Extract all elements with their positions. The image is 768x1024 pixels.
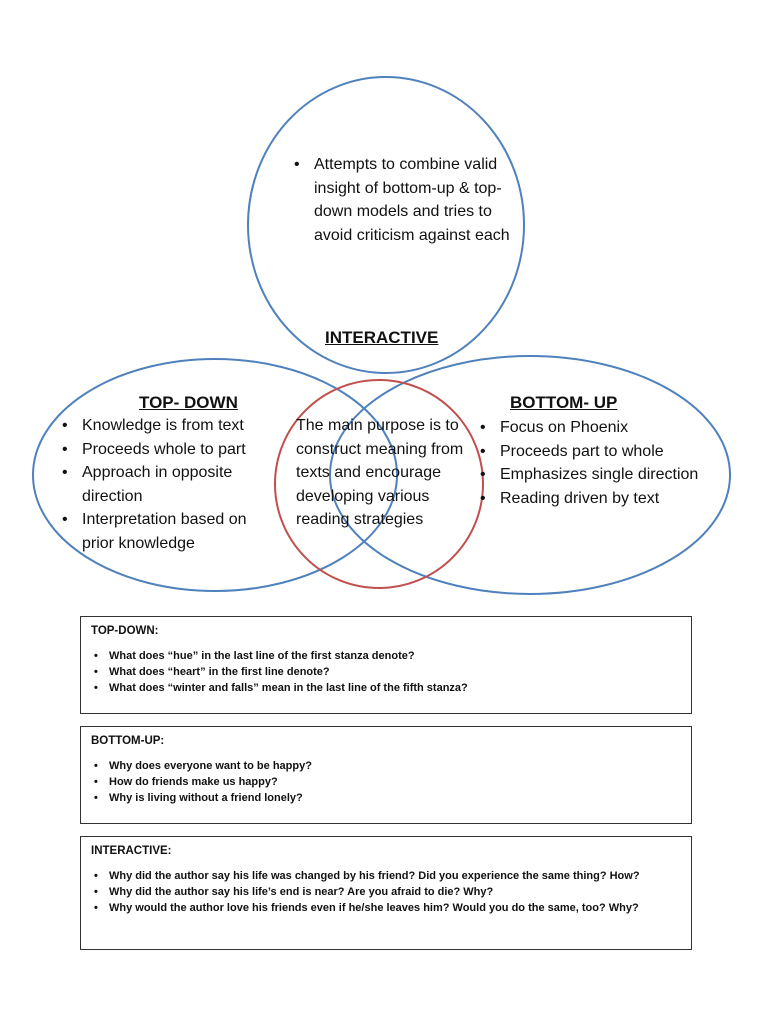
question-item: • How do friends make us happy? xyxy=(81,774,691,790)
bottom-up-bullets xyxy=(478,416,728,510)
interactive-questions-box xyxy=(80,836,692,950)
question-item: • Why is living without a friend lonely? xyxy=(81,790,691,806)
bottom-up-heading: BOTTOM- UP xyxy=(510,393,618,412)
top-down-bullets xyxy=(60,414,274,555)
bottom-up-questions-box xyxy=(80,726,692,824)
top-down-bullet: • Interpretation based on prior knowledge xyxy=(60,508,274,555)
question-list xyxy=(81,648,691,696)
question-item: • Why did the author say his life was changed by his friend? Did you experience the same thing? How? xyxy=(81,868,691,884)
interactive-bullet: • Attempts to combine valid insight of bottom-up & top-down models and tries to avoid criticism against each xyxy=(292,153,510,247)
top-down-questions-box xyxy=(80,616,692,714)
bottom-up-bullet: • Proceeds part to whole xyxy=(478,440,728,464)
box-title: TOP-DOWN: xyxy=(91,625,159,637)
question-item: • What does “hue” in the last line of the first stanza denote? xyxy=(81,648,691,664)
box-title: INTERACTIVE: xyxy=(91,845,172,857)
box-title: BOTTOM-UP: xyxy=(91,735,165,747)
bottom-up-bullet: • Reading driven by text xyxy=(478,487,728,511)
question-item: • Why does everyone want to be happy? xyxy=(81,758,691,774)
top-down-bullet: • Approach in opposite direction xyxy=(60,461,274,508)
top-down-bullet: • Knowledge is from text xyxy=(60,414,274,438)
question-item: • Why did the author say his life’s end is near? Are you afraid to die? Why? xyxy=(81,884,691,900)
bottom-up-bullet: • Emphasizes single direction xyxy=(478,463,728,487)
question-list xyxy=(81,758,691,806)
center-text: The main purpose is to construct meaning from texts and encourage developing various reading strategies xyxy=(296,417,464,528)
top-down-bullet: • Proceeds whole to part xyxy=(60,438,274,462)
top-down-heading: TOP- DOWN xyxy=(139,393,238,412)
question-item: • What does “heart” in the first line denote? xyxy=(81,664,691,680)
question-list xyxy=(81,868,691,916)
bottom-up-bullet: • Focus on Phoenix xyxy=(478,416,728,440)
question-item: • What does “winter and falls” mean in the last line of the fifth stanza? xyxy=(81,680,691,696)
interactive-bullets xyxy=(292,153,510,247)
interactive-heading: INTERACTIVE xyxy=(325,328,439,347)
question-item: • Why would the author love his friends even if he/she leaves him? Would you do the same, too? Why? xyxy=(81,900,691,916)
